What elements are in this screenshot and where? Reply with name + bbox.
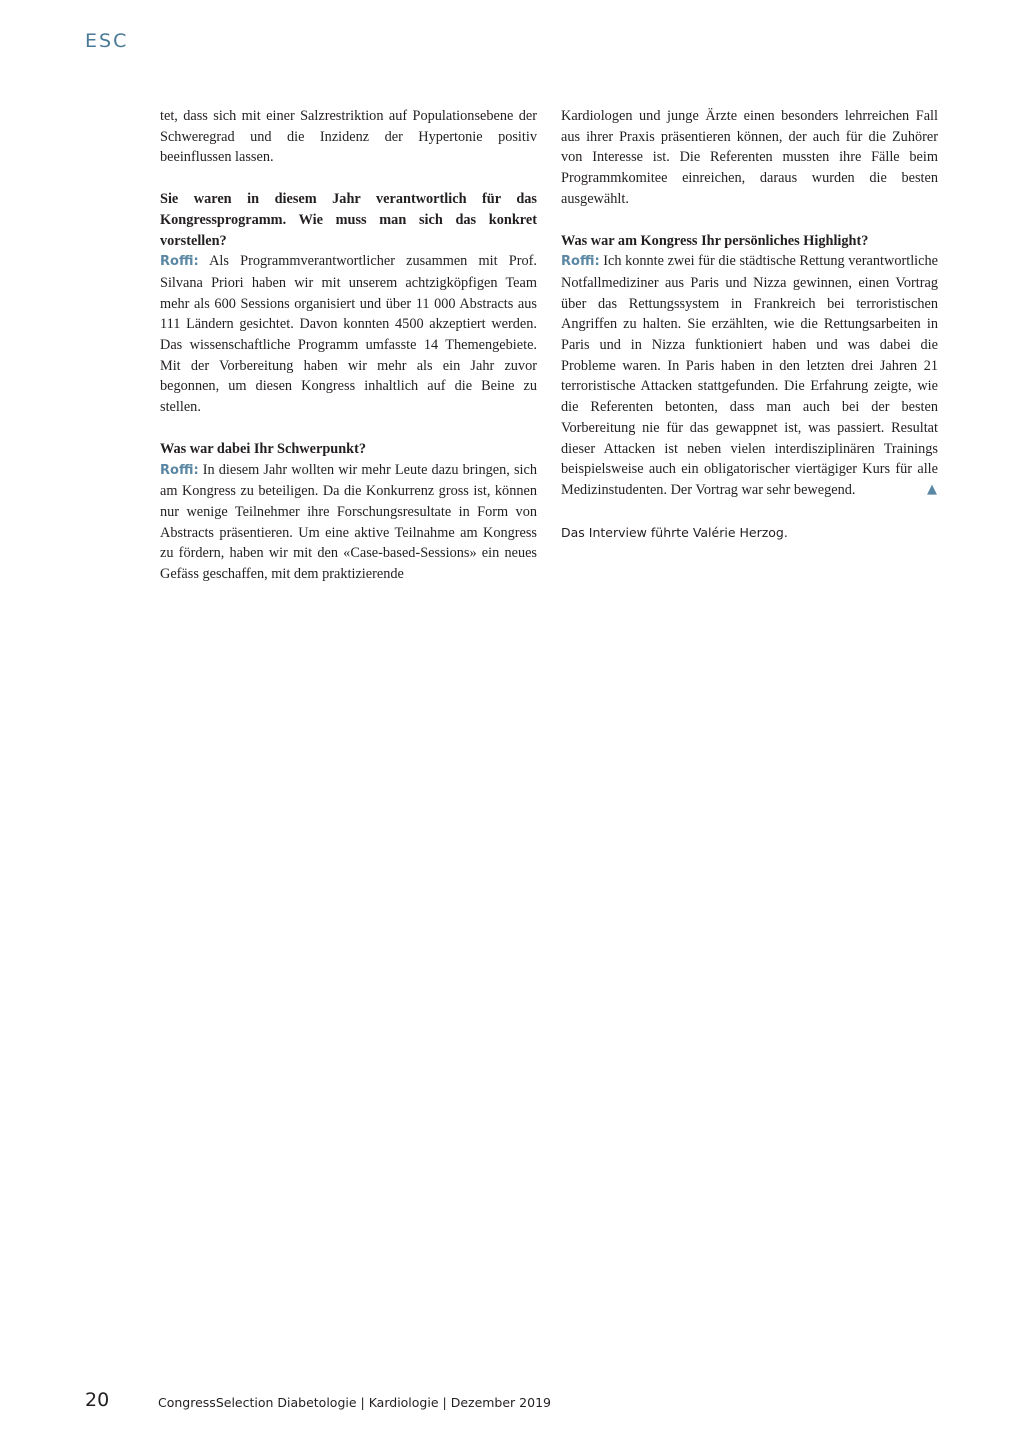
- interview-answer: [160, 460, 537, 585]
- interview-question: Sie waren in diesem Jahr verantwortlich für das Kongressprogramm. Wie muss man sich das konkret vorstellen?: [160, 191, 537, 249]
- section-label: ESC: [85, 30, 129, 52]
- answer-text: Ich konnte zwei für die städtische Rettung verantwortliche Notfallmediziner aus Paris und Nizza gewinnen, einen Vortrag über das Rettungssystem in Frankreich bei terroristischen Angriffen zu halten. Sie erzählten, wie die Rettungsarbeiten in Paris und in Nizza funktioniert haben und was dabei die Probleme waren. In Paris haben in den letzten drei Jahren 21 terroristische Attacken stattgefunden. Die Erfahrung zeigte, wie die Referenten betonten, dass man auch bei der besten Vorbereitung nie für das gewappnet ist, was passiert. Resultat dieser Attacken ist neben vielen interdisziplinären Trainings beispielsweise auch ein obligatorischer viertägiger Kurs für alle Medizinstudenten. Der Vortrag war sehr bewegend.: [561, 253, 938, 498]
- speaker-label: Roffi:: [160, 254, 199, 270]
- speaker-label: Roffi:: [160, 462, 199, 478]
- left-column: [160, 106, 537, 585]
- page-number: 20: [85, 1389, 110, 1411]
- speaker-label: Roffi:: [561, 254, 600, 270]
- publication-footer: CongressSelection Diabetologie | Kardiologie | Dezember 2019: [158, 1395, 551, 1410]
- paragraph: Kardiologen und junge Ärzte einen besonders lehrreichen Fall aus ihrer Praxis präsentieren können, der auch für die Zuhörer von Interesse ist. Die Referenten mussten ihre Fälle beim Programmkomitee einreichen, daraus wurden die besten ausgewählt.: [561, 108, 938, 207]
- end-triangle-icon: ▲: [927, 481, 937, 497]
- interview-answer: [160, 251, 537, 418]
- interview-answer: [561, 251, 938, 500]
- answer-text: In diesem Jahr wollten wir mehr Leute dazu bringen, sich am Kongress zu beteiligen. Da die Konkurrenz gross ist, können nur wenige Teilnehmer ihre Forschungsresultate in Form von Abstracts präsentieren. Um eine aktive Teilnahme am Kongress zu fördern, haben wir mit den «Case-based-Sessions» ein neues Gefäss geschaffen, mit dem praktizierende: [160, 461, 537, 583]
- interview-question: Was war dabei Ihr Schwerpunkt?: [160, 440, 367, 457]
- interview-credit: Das Interview führte Valérie Herzog.: [561, 524, 788, 540]
- interview-question: Was war am Kongress Ihr persönliches Highlight?: [561, 232, 869, 249]
- paragraph: tet, dass sich mit einer Salzrestriktion auf Populationsebene der Schweregrad und die Inzidenz der Hypertonie positiv beeinflussen lassen.: [160, 108, 537, 166]
- answer-text: Als Programmverantwortlicher zusammen mit Prof. Silvana Priori haben wir mit unserem achtzigköpfigen Team mehr als 600 Sessions organisiert und über 11 000 Abstracts aus 111 Ländern gesichtet. Davon konnten 4500 akzeptiert werden. Das wissenschaftliche Programm umfasste 14 Themengebiete. Mit der Vorbereitung haben wir mehr als ein Jahr zuvor begonnen, um diesen Kongress inhaltlich auf die Beine zu stellen.: [160, 253, 537, 416]
- right-column: [561, 106, 938, 543]
